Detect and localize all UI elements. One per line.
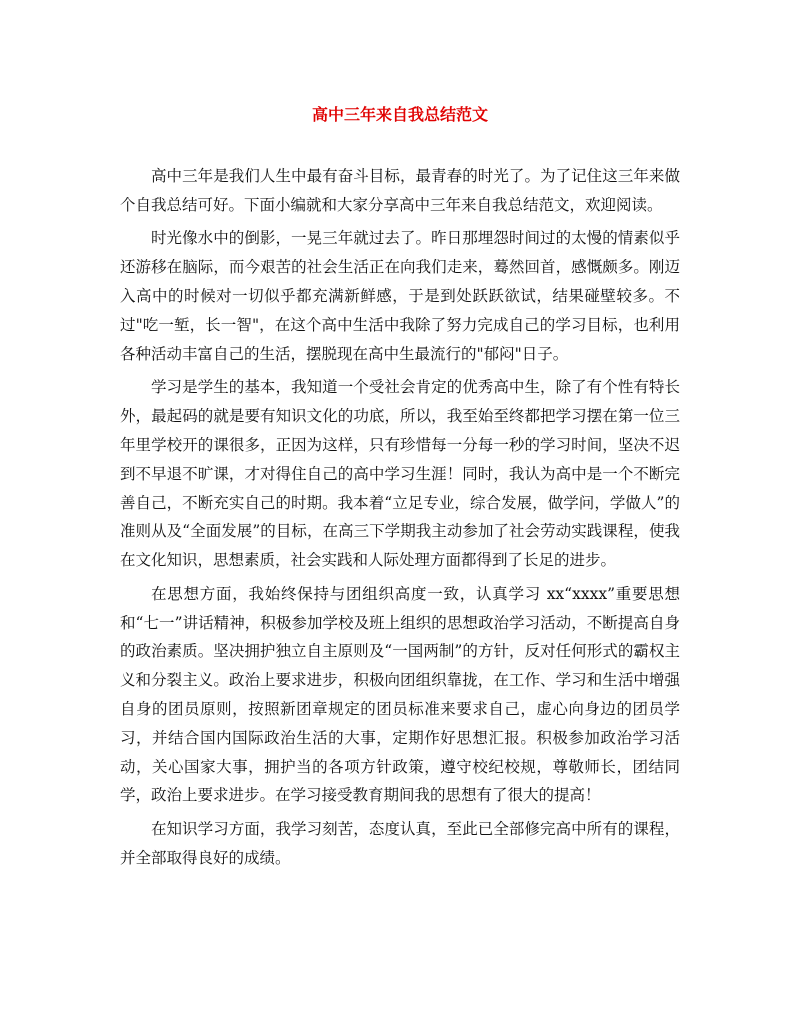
paragraph-5: 在知识学习方面，我学习刻苦，态度认真，至此已全部修完高中所有的课程，并全部取得良好的成绩。 — [120, 820, 680, 867]
paragraph-4: 在思想方面，我始终保持与团组织高度一致，认真学习 xx“xxxx”重要思想和“七一”讲话精神，积极参加学校及班上组织的思想政治学习活动，不断提高自身的政治素质。坚决拥护独立自主原则及“一国两制”的方针，反对任何形式的霸权主义和分裂主义。政治上要求进步，积极向团组织靠拢，在工作、学习和生活中增强自身的团员原则，按照新团章规定的团员标准来要求自己，虚心向身边的团员学习，并结合国内国际政治生活的大事，定期作好思想汇报。积极参加政治学习活动，关心国家大事，拥护当的各项方针政策，遵守校纪校规，尊敬师长，团结同学，政治上要求进步。在学习接受教育期间我的思想有了很大的提高！ — [120, 584, 680, 805]
document-title: 高中三年来自我总结范文 — [311, 105, 488, 124]
paragraph-3: 学习是学生的基本，我知道一个受社会肯定的优秀高中生，除了有个性有特长外，最起码的就是要有知识文化的功底，所以，我至始至终都把学习摆在第一位三年里学校开的课很多，正因为这样，只有珍惜每一分每一秒的学习时间，坚决不迟到不早退不旷课，才对得住自己的高中学习生涯！同时，我认为高中是一个不断完善自己，不断充实自己的时期。我本着“立足专业，综合发展，做学问，学做人”的准则从及“全面发展”的目标，在高三下学期我主动参加了社会劳动实践课程，使我在文化知识，思想素质，社会实践和人际处理方面都得到了长足的进步。 — [120, 378, 680, 570]
paragraph-2: 时光像水中的倒影，一晃三年就过去了。昨日那埋怨时间过的太慢的情素似乎还游移在脑际，而今艰苦的社会生活正在向我们走来，蓦然回首，感慨颇多。刚迈入高中的时候对一切似乎都充满新鲜感，于是到处跃跃欲试，结果碰壁较多。不过"吃一堑，长一智"，在这个高中生活中我除了努力完成自己的学习目标，也利用各种活动丰富自己的生活，摆脱现在高中生最流行的"郁闷"日子。 — [120, 229, 680, 363]
document-body — [120, 162, 680, 878]
paragraph-1: 高中三年是我们人生中最有奋斗目标，最青春的时光了。为了记住这三年来做个自我总结可好。下面小编就和大家分享高中三年来自我总结范文，欢迎阅读。 — [120, 167, 680, 214]
